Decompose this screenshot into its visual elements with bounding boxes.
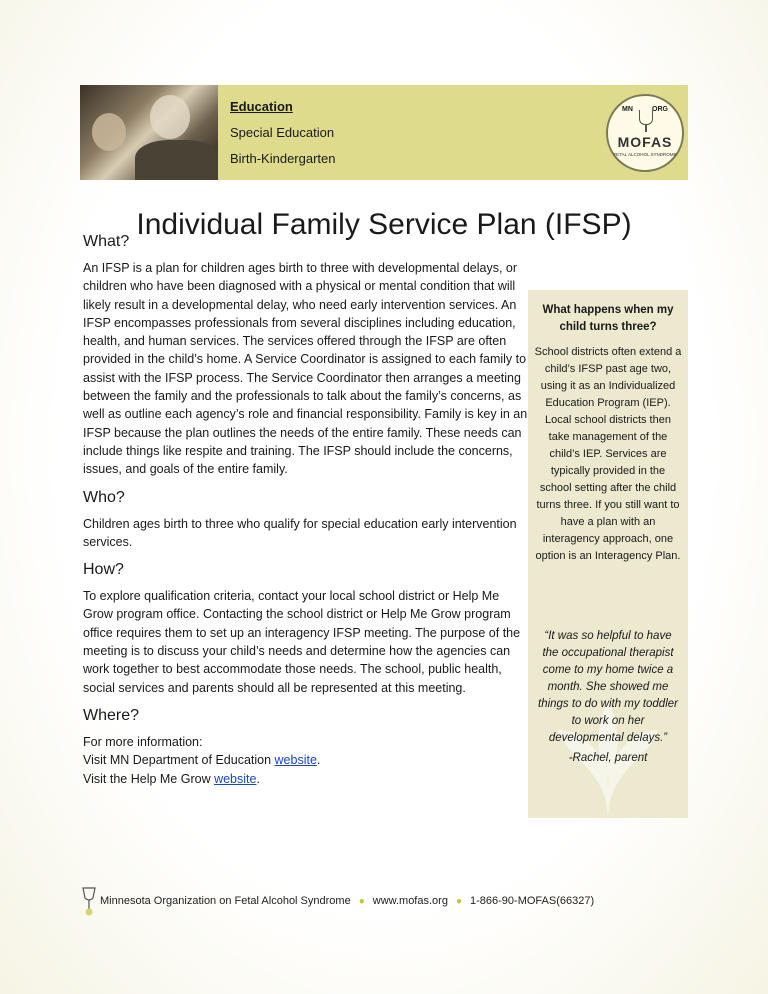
logo-name: MOFAS	[617, 134, 673, 150]
where-line2: Visit the Help Me Grow	[83, 771, 215, 786]
separator-dot: ●	[455, 895, 462, 907]
sidebar-question: What happens when my child turns three?	[542, 304, 674, 333]
who-heading: Who?	[83, 488, 125, 506]
page-title: Individual Family Service Plan (IFSP)	[136, 208, 632, 242]
where-line1: Visit MN Department of Education	[83, 753, 275, 768]
wine-glass-icon	[639, 110, 653, 125]
footer	[80, 886, 594, 916]
logo-org: ORG	[652, 106, 668, 113]
logo-mn: MN	[622, 106, 633, 113]
main-content	[83, 233, 528, 798]
where-intro: For more information:	[83, 734, 203, 749]
mofas-logo	[606, 94, 684, 172]
footer-org: Minnesota Organization on Fetal Alcohol Syndrome	[100, 895, 351, 907]
quote-attribution: -Rachel, parent	[568, 752, 648, 764]
header-nav	[230, 94, 336, 172]
where-body: For more information: Visit MN Department of Education website. Visit the Help Me Grow website.	[83, 734, 321, 786]
logo-subtitle: FETAL ALCOHOL SYNDROME	[613, 152, 677, 157]
sidebar-answer: School districts often extend a child’s IFSP past age two, using it as an Individualized Education Program (IEP). Local school districts then take management of the child’s IEP. Services are typically provided in the school setting after the child turns three. If you still want to have a plan with an interagency approach, one option is an Interagency Plan.	[534, 346, 682, 562]
sidebar	[528, 290, 688, 818]
what-body: An IFSP is a plan for children ages birth to three with developmental delays, or children who have been diagnosed with a physical or mental condition that will likely result in a developmental delay, who need early intervention services. An IFSP encompasses professionals from several disciplines including education, health, and human services. The services offered through the IFSP are often provided in the child’s home. A Service Coordinator is assigned to each family to assist with the IFSP process. The Service Coordinator then arranges a meeting between the family and the professionals to talk about the family’s concerns, as well as outline each agency’s role and financial responsibility. Family is key in an IFSP because the plan outlines the needs of the entire family. These needs can include things like respite and training. The IFSP should include the concerns, issues, and goals of the entire family.	[83, 261, 528, 477]
footer-phone: 1-866-90-MOFAS(66327)	[470, 895, 595, 907]
age-range-label: Birth-Kindergarten	[230, 151, 336, 166]
wine-glass-icon	[80, 886, 98, 916]
what-heading: What?	[83, 233, 130, 250]
who-body: Children ages birth to three who qualify for special education early intervention services.	[83, 516, 517, 549]
how-heading: How?	[83, 561, 124, 579]
header-photo	[80, 85, 218, 180]
category-link[interactable]: Education	[230, 99, 293, 114]
parent-quote: “It was so helpful to have the occupational therapist come to my home twice a month. She showed me things to do with my toddler to work on her developmental delays.”	[538, 630, 678, 744]
where-heading: Where?	[83, 706, 140, 724]
footer-url[interactable]: www.mofas.org	[372, 895, 448, 907]
separator-dot: ●	[358, 895, 365, 907]
help-me-grow-website-link[interactable]: website	[214, 771, 257, 786]
subcategory-label: Special Education	[230, 125, 335, 140]
education-website-link[interactable]: website	[274, 753, 317, 768]
how-body: To explore qualification criteria, contact your local school district or Help Me Grow program office. Contacting the school district or Help Me Grow program office requires them to set up an interagency IFSP meeting. The purpose of the meeting is to discuss your child’s needs and determine how the agencies can work together to best accommodate those needs. The school, public health, social services and parents should all be represented at this meeting.	[83, 589, 521, 695]
